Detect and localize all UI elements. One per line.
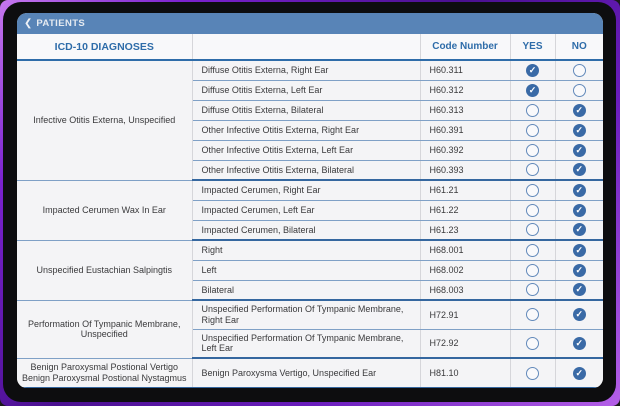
diagnosis-label: Other Infective Otitis Externa, Bilateral [192, 160, 420, 180]
yes-cell [510, 329, 555, 358]
no-cell [555, 200, 603, 220]
diagnosis-label: Unspecified Performation Of Tympanic Membrane, Left Ear [192, 329, 420, 358]
back-button[interactable] [24, 18, 85, 29]
yes-checkbox-unchecked[interactable] [526, 308, 539, 321]
yes-checkbox-checked[interactable]: ✓ [526, 64, 539, 77]
yes-cell [510, 220, 555, 240]
yes-checkbox-checked[interactable]: ✓ [526, 84, 539, 97]
no-cell [555, 160, 603, 180]
no-checkbox-checked[interactable]: ✓ [573, 184, 586, 197]
no-cell [555, 220, 603, 240]
table-row [17, 60, 603, 80]
back-button-label: PATIENTS [36, 18, 86, 29]
yes-cell [510, 240, 555, 260]
yes-checkbox-unchecked[interactable] [526, 264, 539, 277]
no-checkbox-unchecked[interactable] [573, 64, 586, 77]
table-row [17, 300, 603, 329]
no-cell [555, 180, 603, 200]
no-cell [555, 100, 603, 120]
yes-cell [510, 180, 555, 200]
diagnosis-label: Right [192, 240, 420, 260]
diagnosis-group-name: Impacted Cerumen Wax In Ear [17, 180, 192, 240]
header-sub-diagnosis [192, 34, 420, 60]
yes-checkbox-unchecked[interactable] [526, 244, 539, 257]
diagnosis-group-name: Performation Of Tympanic Membrane, Unspecified [17, 300, 192, 358]
code-number: H60.312 [420, 80, 510, 100]
code-number: H68.002 [420, 260, 510, 280]
diagnosis-label: Bilateral [192, 280, 420, 300]
code-number: H60.391 [420, 120, 510, 140]
yes-checkbox-unchecked[interactable] [526, 367, 539, 380]
code-number: H68.001 [420, 240, 510, 260]
yes-cell [510, 260, 555, 280]
diagnosis-group-name: Unspecified Eustachian Salpingtis [17, 240, 192, 300]
code-number: H81.10 [420, 358, 510, 388]
no-checkbox-checked[interactable]: ✓ [573, 367, 586, 380]
yes-checkbox-unchecked[interactable] [526, 283, 539, 296]
header-icd10-diagnoses: ICD-10 DIAGNOSES [17, 34, 192, 60]
code-number: H60.311 [420, 60, 510, 80]
nav-bar [17, 13, 603, 34]
no-checkbox-checked[interactable]: ✓ [573, 124, 586, 137]
diagnosis-label: Diffuse Otitis Externa, Bilateral [192, 100, 420, 120]
diagnosis-label: Other Infective Otitis Externa, Right Ear [192, 120, 420, 140]
diagnosis-label: Benign Paroxysma Vertigo, Unspecified Ear [192, 358, 420, 388]
header-code-number: Code Number [420, 34, 510, 60]
no-checkbox-checked[interactable]: ✓ [573, 264, 586, 277]
table-header-row [17, 34, 603, 60]
diagnosis-label: Left [192, 260, 420, 280]
code-number: H60.393 [420, 160, 510, 180]
no-checkbox-unchecked[interactable] [573, 84, 586, 97]
code-number: H60.313 [420, 100, 510, 120]
no-checkbox-checked[interactable]: ✓ [573, 223, 586, 236]
yes-cell [510, 358, 555, 388]
diagnosis-label: Impacted Cerumen, Left Ear [192, 200, 420, 220]
diagnosis-label: Other Infective Otitis Externa, Left Ear [192, 140, 420, 160]
table-row [17, 240, 603, 260]
no-cell [555, 140, 603, 160]
yes-cell [510, 160, 555, 180]
yes-checkbox-unchecked[interactable] [526, 337, 539, 350]
diagnosis-group-name: Benign Paroxysmal Postional Vertigo Benign Paroxysmal Postional Nystagmus [17, 358, 192, 388]
no-cell [555, 80, 603, 100]
code-number: H61.23 [420, 220, 510, 240]
no-checkbox-checked[interactable]: ✓ [573, 244, 586, 257]
no-checkbox-checked[interactable]: ✓ [573, 104, 586, 117]
yes-cell [510, 120, 555, 140]
code-number: H61.21 [420, 180, 510, 200]
back-chevron-icon: ❮ [24, 17, 33, 29]
no-checkbox-checked[interactable]: ✓ [573, 283, 586, 296]
yes-checkbox-unchecked[interactable] [526, 163, 539, 176]
diagnosis-label: Diffuse Otitis Externa, Left Ear [192, 80, 420, 100]
header-yes: YES [510, 34, 555, 60]
code-number: H61.22 [420, 200, 510, 220]
yes-cell [510, 280, 555, 300]
yes-checkbox-unchecked[interactable] [526, 204, 539, 217]
no-cell [555, 260, 603, 280]
no-cell [555, 60, 603, 80]
code-number: H60.392 [420, 140, 510, 160]
code-number: H72.92 [420, 329, 510, 358]
yes-checkbox-unchecked[interactable] [526, 223, 539, 236]
yes-cell [510, 140, 555, 160]
no-cell [555, 329, 603, 358]
diagnosis-group-name: Infective Otitis Externa, Unspecified [17, 60, 192, 180]
yes-cell [510, 300, 555, 329]
diagnosis-label: Impacted Cerumen, Right Ear [192, 180, 420, 200]
yes-cell [510, 200, 555, 220]
code-number: H72.91 [420, 300, 510, 329]
no-checkbox-checked[interactable]: ✓ [573, 204, 586, 217]
app-screen [17, 13, 603, 388]
diagnosis-label: Unspecified Performation Of Tympanic Membrane, Right Ear [192, 300, 420, 329]
no-cell [555, 280, 603, 300]
no-cell [555, 300, 603, 329]
no-cell [555, 120, 603, 140]
yes-cell [510, 80, 555, 100]
yes-cell [510, 100, 555, 120]
yes-checkbox-unchecked[interactable] [526, 124, 539, 137]
no-checkbox-checked[interactable]: ✓ [573, 337, 586, 350]
header-no: NO [555, 34, 603, 60]
diagnosis-label: Impacted Cerumen, Bilateral [192, 220, 420, 240]
no-checkbox-checked[interactable]: ✓ [573, 163, 586, 176]
table-body [17, 60, 603, 388]
no-cell [555, 358, 603, 388]
table-row [17, 180, 603, 200]
no-checkbox-checked[interactable]: ✓ [573, 144, 586, 157]
table-row [17, 358, 603, 388]
yes-checkbox-unchecked[interactable] [526, 144, 539, 157]
yes-cell [510, 60, 555, 80]
no-cell [555, 240, 603, 260]
icd10-diagnoses-table [17, 34, 603, 388]
yes-checkbox-unchecked[interactable] [526, 104, 539, 117]
yes-checkbox-unchecked[interactable] [526, 184, 539, 197]
no-checkbox-checked[interactable]: ✓ [573, 308, 586, 321]
code-number: H68.003 [420, 280, 510, 300]
diagnosis-label: Diffuse Otitis Externa, Right Ear [192, 60, 420, 80]
